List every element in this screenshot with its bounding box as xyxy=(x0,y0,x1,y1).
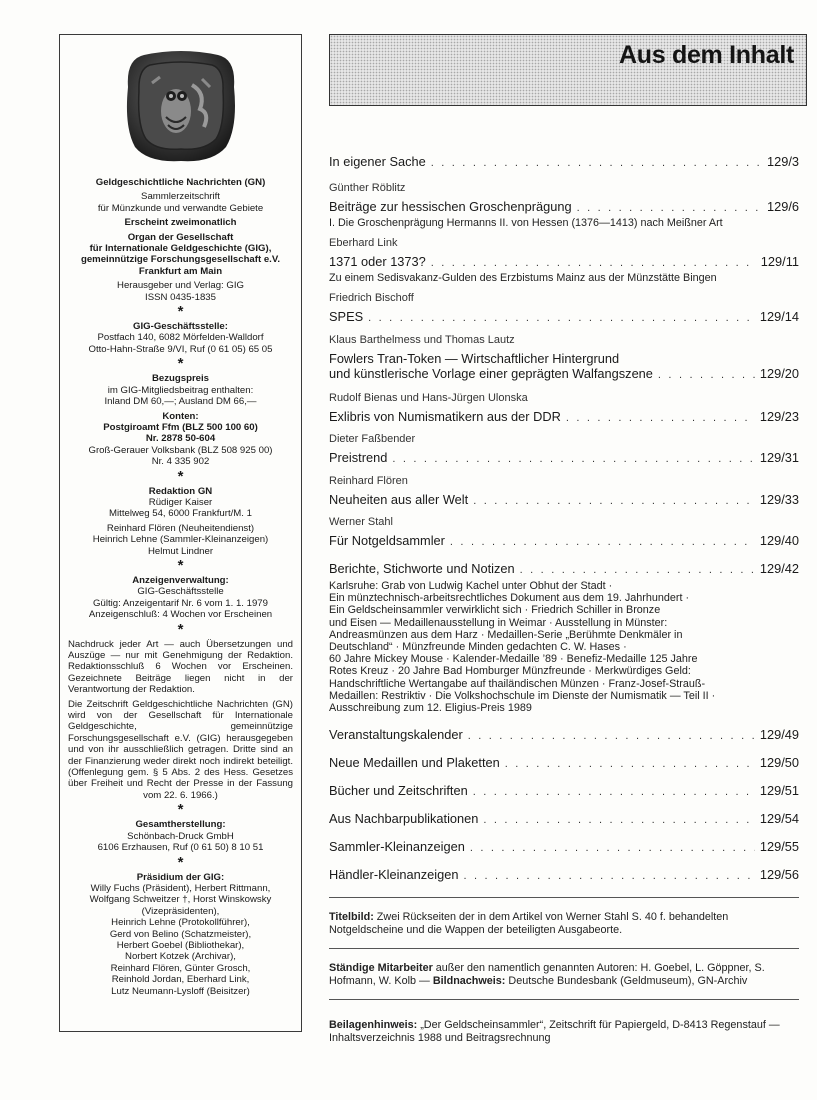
toc-author: Friedrich Bischoff xyxy=(329,292,414,304)
board-line-6: Herbert Goebel (Bibliothekar), xyxy=(116,939,245,951)
toc-leader xyxy=(470,841,755,856)
toc-page: 129/49 xyxy=(759,727,799,742)
toc-title: Händler-Kleinanzeigen xyxy=(329,867,459,882)
toc-title: Berichte, Stichworte und Notizen xyxy=(329,561,515,576)
organ-line-2: für Internationale Geldgeschichte (GIG), xyxy=(89,243,272,255)
toc-title: Bücher und Zeitschriften xyxy=(329,783,468,798)
toc-title: Exlibris von Numismatikern aus der DDR xyxy=(329,409,561,424)
toc-entry[interactable] xyxy=(329,475,799,509)
editorial-line-5: Helmut Lindner xyxy=(147,545,214,557)
toc-note-line: Ein münztechnisch-arbeitsrechtliches Dokument aus dem 19. Jahrhundert · xyxy=(329,592,690,605)
board-line-3: (Vizepräsidenten), xyxy=(141,905,220,917)
toc-page: 129/33 xyxy=(759,492,799,507)
board-line-1: Willy Fuchs (Präsident), Herbert Rittmann, xyxy=(90,882,271,894)
toc-page: 129/6 xyxy=(766,199,799,214)
accounts-line-2: Nr. 2878 50-604 xyxy=(145,433,216,445)
frequency: Erscheint zweimonatlich xyxy=(124,217,237,229)
ads-line-1: GIG-Geschäftsstelle xyxy=(137,586,224,598)
toc-leader xyxy=(431,156,762,171)
toc-leader xyxy=(483,813,754,828)
separator-star: * xyxy=(177,303,184,321)
price-line-1: im GIG-Mitgliedsbeitrag enthalten: xyxy=(107,384,254,396)
office-heading: GIG-Geschäftsstelle: xyxy=(133,321,228,333)
insert-text: „Der Geldscheinsammler“, Zeitschrift für Papiergeld, D-8413 Regenstauf — Inhaltsverzeichnis 1988 und Beitragsrechnung xyxy=(329,1019,780,1044)
photo-label: Bildnachweis: xyxy=(432,974,506,987)
toc-page: 129/51 xyxy=(759,783,799,798)
toc-entry[interactable] xyxy=(329,433,799,467)
photo-text: Deutsche Bundesbank (Geldmuseum), GN-Archiv xyxy=(505,974,748,987)
toc-title-line-1: Fowlers Tran-Token — Wirtschaftlicher Hintergrund xyxy=(329,351,620,366)
toc-author: Klaus Barthelmess und Thomas Lautz xyxy=(329,334,515,346)
toc-note-line: Rotes Kreuz · 20 Jahre Bad Homburger Münzfreunde · Merkwürdiges Geld: xyxy=(329,665,691,678)
toc-subtitle: I. Die Groschenprägung Hermanns II. von Hessen (1376—1413) nach Meißner Art xyxy=(329,217,723,229)
toc-page: 129/23 xyxy=(759,409,799,424)
toc-page: 129/31 xyxy=(759,450,799,465)
toc-page: 129/3 xyxy=(766,154,799,169)
toc-title: In eigener Sache xyxy=(329,154,426,169)
print-heading: Gesamtherstellung: xyxy=(135,819,226,831)
toc-title: Veranstaltungskalender xyxy=(329,727,463,742)
toc-page: 129/11 xyxy=(760,254,799,269)
board-line-4: Heinrich Lehne (Protokollführer), xyxy=(111,917,250,929)
board-line-5: Gerd von Belino (Schatzmeister), xyxy=(109,928,252,940)
toc-note-line: 60 Jahre Mickey Mouse · Kalender-Medaille ’89 · Benefiz-Medaille 125 Jahre xyxy=(329,653,698,666)
toc-page: 129/20 xyxy=(759,366,799,381)
toc-title: Beiträge zur hessischen Groschenprägung xyxy=(329,199,572,214)
board-line-2: Wolfgang Schweitzer †, Horst Winskowsky xyxy=(89,894,272,906)
accounts-line-3: Groß-Gerauer Volksbank (BLZ 508 925 00) xyxy=(88,444,273,456)
toc-title: Neuheiten aus aller Welt xyxy=(329,492,469,507)
toc-note-line: Andreasmünzen aus dem Harz · Medaillen-Serie „Berühmte Denkmäler in xyxy=(329,628,683,641)
board-heading: Präsidium der GIG: xyxy=(136,871,225,883)
staff-note xyxy=(329,962,799,987)
toc-entry[interactable] xyxy=(329,783,799,800)
toc-entry[interactable] xyxy=(329,727,799,744)
editorial-line-4: Heinrich Lehne (Sammler-Kleinanzeigen) xyxy=(92,534,269,546)
separator-star: * xyxy=(177,556,184,574)
toc-note-line: Ein Geldscheinsammler verwirklicht sich · Friedrich Schiller in Bronze xyxy=(329,604,661,617)
toc-leader xyxy=(368,311,755,326)
board-line-8: Reinhard Flören, Günter Grosch, xyxy=(110,962,251,974)
accounts-heading: Konten: xyxy=(162,410,199,422)
toc-leader xyxy=(658,368,755,383)
toc-title: Preistrend xyxy=(329,450,388,465)
cover-note xyxy=(329,911,799,936)
editorial-heading: Redaktion GN xyxy=(148,485,213,497)
separator-star: * xyxy=(177,801,184,819)
toc-leader xyxy=(505,757,755,772)
toc-page: 129/55 xyxy=(759,839,799,854)
toc-title: Für Notgeldsammler xyxy=(329,533,445,548)
journal-subtitle-1: Sammlerzeitschrift xyxy=(141,191,220,203)
imprint-box xyxy=(59,34,302,1032)
toc-note-line: Medaillen: Restriktiv · Die Volkshochschule im Dienste der Numismatik — Teil II · xyxy=(329,689,716,702)
print-line-2: 6106 Erzhausen, Ruf (0 61 50) 8 10 51 xyxy=(97,842,264,854)
price-line-2: Inland DM 60,—; Ausland DM 66,— xyxy=(104,396,257,408)
cover-label: Titelbild: xyxy=(329,911,374,923)
price-heading: Bezugspreis xyxy=(151,373,210,385)
toc-entry[interactable] xyxy=(329,561,799,714)
toc-page: 129/40 xyxy=(759,533,799,548)
organ-line-3: gemeinnützige Forschungsgesellschaft e.V. xyxy=(80,254,281,266)
toc-entry[interactable] xyxy=(329,237,799,284)
divider xyxy=(329,948,799,949)
toc-page: 129/54 xyxy=(759,811,799,826)
contents-banner xyxy=(329,34,807,106)
separator-star: * xyxy=(177,355,184,373)
publisher: Herausgeber und Verlag: GIG xyxy=(117,280,244,292)
office-line-2: Otto-Hahn-Straße 9/VI, Ruf (0 61 05) 65 05 xyxy=(88,343,273,355)
editorial-line-1: Rüdiger Kaiser xyxy=(148,496,213,508)
toc-note-line: Deutschland“ · Münzfreunde Minden gedachten C. W. Hases · xyxy=(329,641,627,654)
toc-page: 129/14 xyxy=(759,309,799,324)
toc-note-line: Handschriftliche Wertangabe auf thailändischen Münzen · Franz-Josef-Strauß- xyxy=(329,677,706,690)
toc-title: 1371 oder 1373? xyxy=(329,254,426,269)
toc-entry[interactable] xyxy=(329,867,799,884)
toc-entry[interactable] xyxy=(329,334,799,383)
toc-title: Aus Nachbarpublikationen xyxy=(329,811,479,826)
toc-author: Rudolf Bienas und Hans-Jürgen Ulonska xyxy=(329,392,528,404)
organ-line-1: Organ der Gesellschaft xyxy=(127,231,234,243)
toc-author: Dieter Faßbender xyxy=(329,433,416,445)
journal-subtitle-2: für Münzkunde und verwandte Gebiete xyxy=(97,202,264,214)
toc-entry[interactable] xyxy=(329,839,799,856)
reprint-notice: Nachdruck jeder Art — auch Übersetzungen und Auszüge — nur mit Genehmigung der Redaktion. Redaktionsschluß 6 Wochen vor Erscheinen. Gezeichnete Beiträge liegen nicht in der Verantwortung der Redaktion. xyxy=(68,638,293,696)
toc-leader xyxy=(566,411,755,426)
ads-heading: Anzeigenverwaltung: xyxy=(132,574,229,586)
toc-entry[interactable] xyxy=(329,182,799,229)
toc-entry[interactable] xyxy=(329,755,799,772)
contents-heading: Aus dem Inhalt xyxy=(619,41,794,69)
toc-subtitle: Zu einem Sedisvakanz-Gulden des Erzbistums Mainz aus der Münzstätte Bingen xyxy=(329,272,717,284)
toc-leader xyxy=(520,563,755,578)
toc-entry[interactable] xyxy=(329,811,799,828)
owl-coin-seal-icon xyxy=(122,47,240,165)
legal-notice: Die Zeitschrift Geldgeschichtliche Nachrichten (GN) wird von der Gesellschaft für Internationale Geldgeschichte, gemeinnützige Forschungsgesellschaft e.V. (GIG) herausgegeben und von ihr ausschließlich getragen. Dritte sind an der Finanzierung weder direkt noch indirekt beteiligt. (Offenlegung gem. § 5 Abs. 2 des Hess. Gesetzes über Freiheit und Recht der Presse in der Fassung vom 22. 6. 1966.) xyxy=(68,698,293,801)
staff-text: außer den namentlich genannten Autoren: H. Goebel, L. Göppner, S. Hofmann, W. Kolb — xyxy=(329,962,765,987)
ads-line-2: Gültig: Anzeigentarif Nr. 6 vom 1. 1. 1979 xyxy=(93,597,268,609)
editorial-line-2: Mittelweg 54, 6000 Frankfurt/M. 1 xyxy=(109,508,252,520)
board-line-7: Norbert Kotzek (Archivar), xyxy=(125,951,236,963)
toc-leader xyxy=(468,729,755,744)
separator-star: * xyxy=(177,853,184,871)
toc-notes xyxy=(329,580,799,714)
editorial-line-3: Reinhard Flören (Neuheitendienst) xyxy=(106,522,255,534)
toc-leader xyxy=(431,256,756,271)
toc-note-line: Ausschreibung zum 12. Eligius-Preis 1989 xyxy=(329,702,532,715)
toc-entry[interactable] xyxy=(329,392,799,426)
insert-note xyxy=(329,1019,799,1044)
toc-author: Eberhard Link xyxy=(329,237,398,249)
organ-line-4: Frankfurt am Main xyxy=(138,265,223,277)
separator-star: * xyxy=(177,620,184,638)
divider xyxy=(329,999,799,1000)
journal-title: Geldgeschichtliche Nachrichten (GN) xyxy=(95,177,266,188)
toc-entry[interactable] xyxy=(329,154,799,171)
toc-author: Werner Stahl xyxy=(329,516,393,528)
toc-title: SPES xyxy=(329,309,364,324)
toc-note-line: und Eisen — Medaillenausstellung in Weimar · Ausstellung in Münster: xyxy=(329,616,668,629)
office-line-1: Postfach 140, 6082 Mörfelden-Walldorf xyxy=(97,332,264,344)
accounts-line-1: Postgiroamt Ffm (BLZ 500 100 60) xyxy=(103,421,258,433)
ads-line-3: Anzeigenschluß: 4 Wochen vor Erscheinen xyxy=(88,609,273,621)
toc-title: Sammler-Kleinanzeigen xyxy=(329,839,465,854)
toc-title: Neue Medaillen und Plaketten xyxy=(329,755,500,770)
divider xyxy=(329,897,799,898)
toc-leader xyxy=(473,785,755,800)
toc-title: und künstlerische Vorlage einer geprägten Walfangszene xyxy=(329,366,653,381)
staff-label: Ständige Mitarbeiter xyxy=(329,962,433,974)
toc-entry[interactable] xyxy=(329,292,799,326)
cover-text: Zwei Rückseiten der in dem Artikel von Werner Stahl S. 40 f. behandelten Notgeldscheine und die Wappen der beteiligten Ausgabeorte. xyxy=(329,911,729,936)
board-line-9: Reinhold Jordan, Eberhard Link, xyxy=(111,974,250,986)
toc-author: Reinhard Flören xyxy=(329,475,408,487)
toc-leader xyxy=(450,535,755,550)
print-line-1: Schönbach-Druck GmbH xyxy=(127,830,234,842)
toc-entry[interactable] xyxy=(329,516,799,550)
accounts-line-4: Nr. 4 335 902 xyxy=(151,456,210,468)
insert-label: Beilagenhinweis: xyxy=(329,1019,418,1031)
issn: ISSN 0435-1835 xyxy=(145,291,216,303)
toc-page: 129/56 xyxy=(759,867,799,882)
toc-author: Günther Röblitz xyxy=(329,182,406,194)
board-line-10: Lutz Neumann-Lysloff (Beisitzer) xyxy=(111,985,250,997)
toc-note-line: Karlsruhe: Grab von Ludwig Kachel unter Obhut der Stadt · xyxy=(329,580,613,592)
toc-leader xyxy=(577,201,762,216)
toc-leader xyxy=(463,869,754,884)
toc-leader xyxy=(392,452,755,467)
toc-page: 129/50 xyxy=(759,755,799,770)
toc-page: 129/42 xyxy=(759,561,799,576)
separator-star: * xyxy=(177,467,184,485)
toc-leader xyxy=(473,494,755,509)
